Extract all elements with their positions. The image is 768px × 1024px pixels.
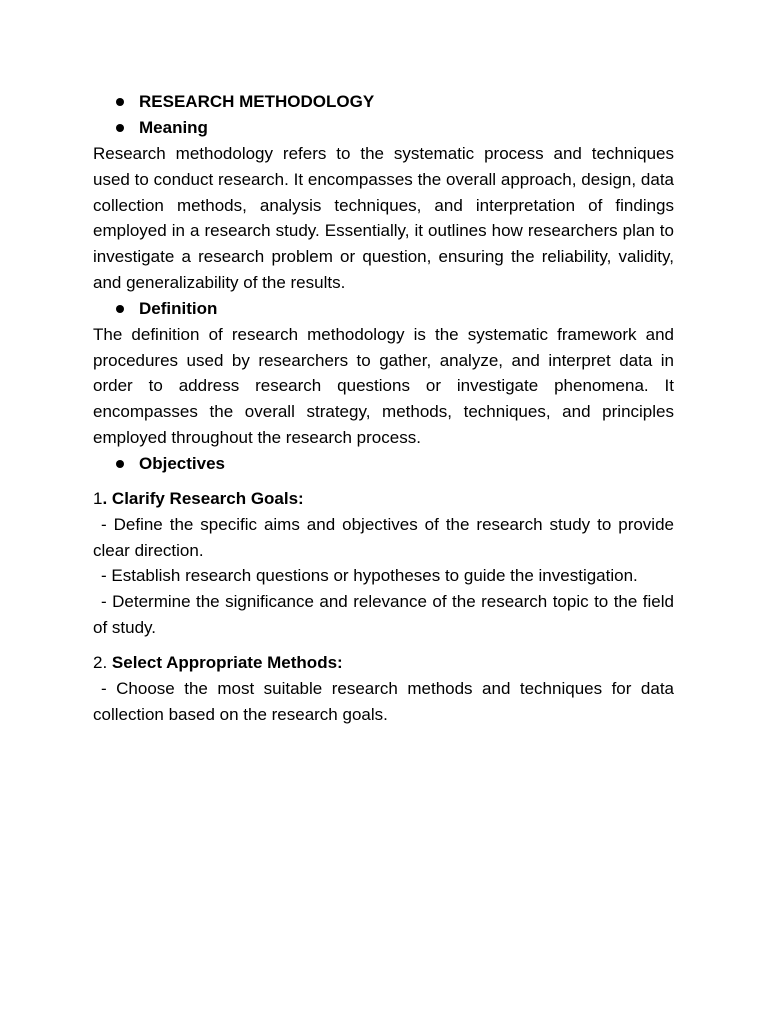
definition-paragraph: The definition of research methodology is the systematic framework and procedures used by researchers to gather, analyze, and interpret data in order to address research questions or investigate phenomena. It encompasses the overall strategy, methods, techniques, and principles employed throughout the research process. [93, 324, 674, 447]
bullet-dot-icon [116, 98, 124, 106]
bullet-research-methodology [93, 89, 674, 115]
objective-1-heading [93, 486, 674, 512]
objective-2-heading [93, 650, 674, 676]
objective-1-point-2: - Establish research questions or hypotheses to guide the investigation. [101, 566, 638, 586]
objective-1-title: . Clarify Research Goals: [102, 488, 304, 508]
objective-1-number: 1 [93, 488, 103, 508]
objectives-bullet-list [93, 451, 674, 477]
heading-meaning: Meaning [139, 118, 208, 137]
heading-objectives: Objectives [139, 453, 225, 473]
bullet-definition [93, 296, 674, 322]
objective-2-point-1: - Choose the most suitable research methods and techniques for data collection based on the research goals. [93, 678, 674, 724]
bullet-meaning [93, 115, 674, 141]
bullet-objectives [93, 451, 674, 477]
objective-1-point-3: - Determine the significance and relevance of the research topic to the field of study. [93, 592, 674, 637]
objective-1-point-1: - Define the specific aims and objectives of the research study to provide clear direction. [93, 514, 674, 560]
objective-2-number: 2. [93, 652, 112, 672]
bullet-dot-icon [116, 124, 124, 132]
bullet-dot-icon [116, 460, 124, 468]
objective-2-title: Select Appropriate Methods: [111, 652, 343, 672]
heading-definition: Definition [139, 298, 218, 318]
definition-bullet-list [93, 296, 674, 322]
top-bullet-list [93, 89, 674, 141]
heading-research-methodology: RESEARCH METHODOLOGY [139, 92, 375, 111]
meaning-paragraph: Research methodology refers to the systematic process and techniques used to conduct research. It encompasses the overall approach, design, data collection methods, analysis techniques, and interpretation of findings employed in a research study. Essentially, it outlines how researchers plan to investigate a research problem or question, ensuring the reliability, validity, and generalizability of the results. [93, 144, 674, 292]
bullet-dot-icon [116, 305, 124, 313]
